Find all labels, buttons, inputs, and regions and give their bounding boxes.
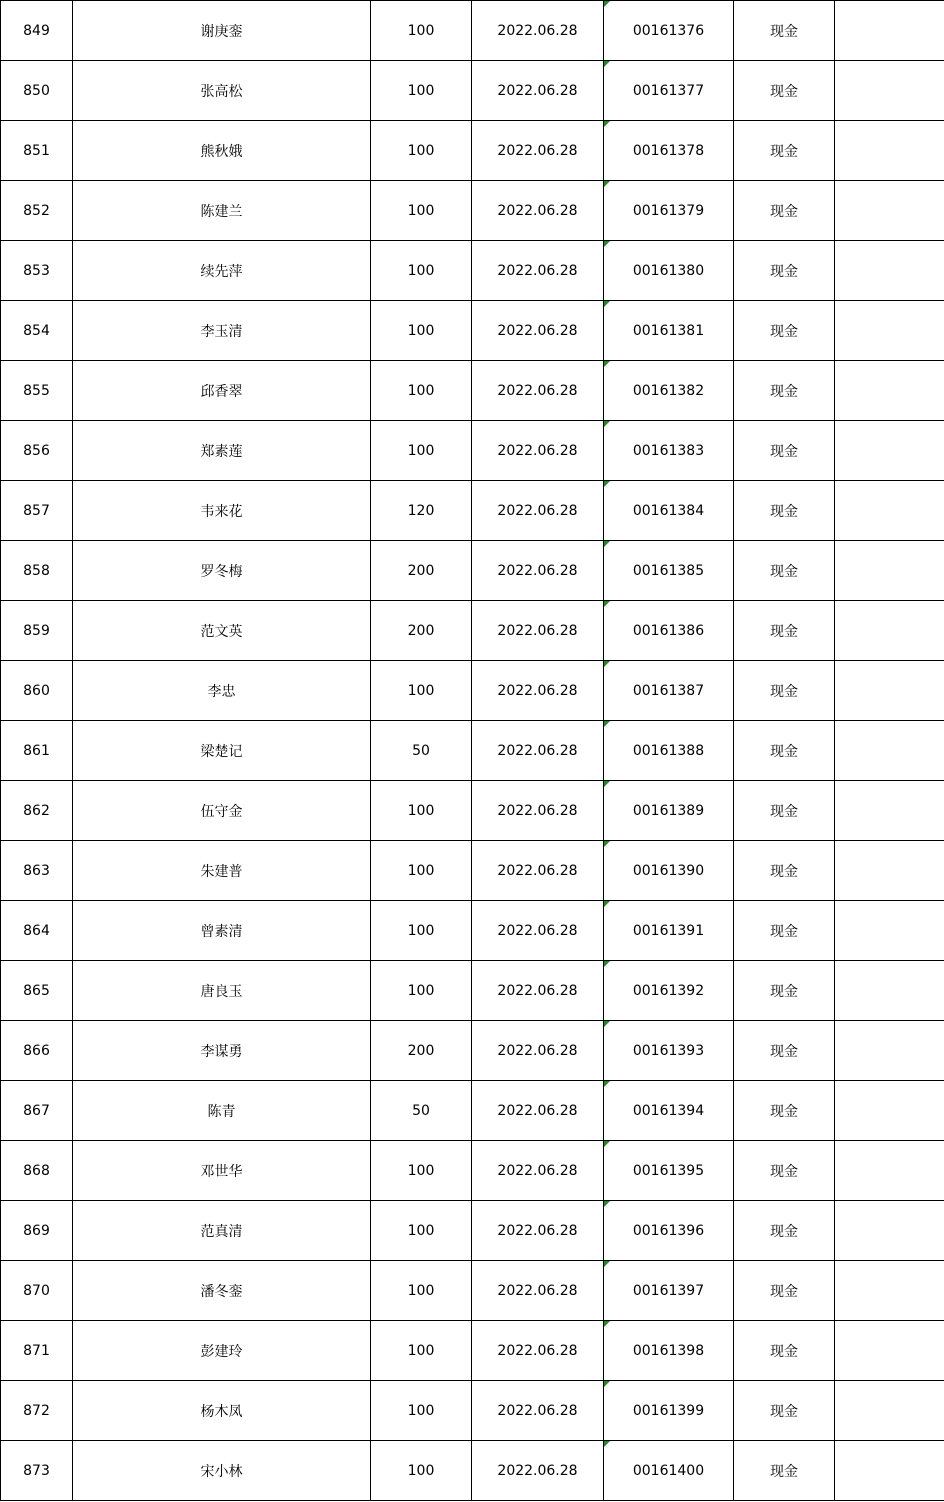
name-cell: 熊秋娥 [73, 121, 371, 181]
receipt-number-cell: 00161396 [604, 1201, 734, 1261]
note-cell [835, 1141, 944, 1201]
table-row [1, 601, 944, 661]
row-number-cell: 863 [1, 841, 73, 901]
receipt-number-cell: 00161395 [604, 1141, 734, 1201]
table-row [1, 901, 944, 961]
receipt-number-cell: 00161394 [604, 1081, 734, 1141]
table-row [1, 181, 944, 241]
note-cell [835, 1021, 944, 1081]
payment-method-cell: 现金 [734, 961, 835, 1021]
payment-method-cell: 现金 [734, 481, 835, 541]
date-cell: 2022.06.28 [472, 61, 604, 121]
table-row [1, 1441, 944, 1501]
name-cell: 伍守金 [73, 781, 371, 841]
note-cell [835, 121, 944, 181]
row-number-cell: 851 [1, 121, 73, 181]
row-number-cell: 858 [1, 541, 73, 601]
payment-method-cell: 现金 [734, 1021, 835, 1081]
table-row [1, 121, 944, 181]
date-cell: 2022.06.28 [472, 361, 604, 421]
payment-method-cell: 现金 [734, 1081, 835, 1141]
receipt-number-cell: 00161388 [604, 721, 734, 781]
row-number-cell: 857 [1, 481, 73, 541]
table-row [1, 1261, 944, 1321]
receipt-number-cell: 00161378 [604, 121, 734, 181]
date-cell: 2022.06.28 [472, 1441, 604, 1501]
payment-method-cell: 现金 [734, 241, 835, 301]
table-row [1, 1081, 944, 1141]
date-cell: 2022.06.28 [472, 1261, 604, 1321]
receipt-number-cell: 00161389 [604, 781, 734, 841]
receipt-number-cell: 00161384 [604, 481, 734, 541]
date-cell: 2022.06.28 [472, 1141, 604, 1201]
date-cell: 2022.06.28 [472, 901, 604, 961]
amount-cell: 200 [371, 541, 472, 601]
table-row [1, 241, 944, 301]
amount-cell: 50 [371, 721, 472, 781]
note-cell [835, 1441, 944, 1501]
payment-method-cell: 现金 [734, 1, 835, 61]
row-number-cell: 862 [1, 781, 73, 841]
date-cell: 2022.06.28 [472, 1381, 604, 1441]
amount-cell: 100 [371, 961, 472, 1021]
payment-method-cell: 现金 [734, 661, 835, 721]
date-cell: 2022.06.28 [472, 481, 604, 541]
receipt-number-cell: 00161379 [604, 181, 734, 241]
date-cell: 2022.06.28 [472, 1321, 604, 1381]
note-cell [835, 901, 944, 961]
row-number-cell: 856 [1, 421, 73, 481]
date-cell: 2022.06.28 [472, 661, 604, 721]
amount-cell: 100 [371, 361, 472, 421]
note-cell [835, 601, 944, 661]
payment-method-cell: 现金 [734, 1261, 835, 1321]
amount-cell: 200 [371, 1021, 472, 1081]
row-number-cell: 853 [1, 241, 73, 301]
amount-cell: 200 [371, 601, 472, 661]
table-row [1, 481, 944, 541]
table-body [1, 1, 944, 1501]
payment-method-cell: 现金 [734, 901, 835, 961]
name-cell: 陈建兰 [73, 181, 371, 241]
name-cell: 曾素清 [73, 901, 371, 961]
note-cell [835, 1201, 944, 1261]
amount-cell: 100 [371, 1, 472, 61]
date-cell: 2022.06.28 [472, 781, 604, 841]
row-number-cell: 866 [1, 1021, 73, 1081]
payment-method-cell: 现金 [734, 301, 835, 361]
receipt-number-cell: 00161387 [604, 661, 734, 721]
table-row [1, 1201, 944, 1261]
row-number-cell: 855 [1, 361, 73, 421]
amount-cell: 100 [371, 1321, 472, 1381]
row-number-cell: 869 [1, 1201, 73, 1261]
name-cell: 郑素莲 [73, 421, 371, 481]
receipt-number-cell: 00161391 [604, 901, 734, 961]
note-cell [835, 361, 944, 421]
date-cell: 2022.06.28 [472, 421, 604, 481]
table-row [1, 961, 944, 1021]
table-row [1, 541, 944, 601]
name-cell: 陈青 [73, 1081, 371, 1141]
table-row [1, 1, 944, 61]
note-cell [835, 1321, 944, 1381]
payment-method-cell: 现金 [734, 721, 835, 781]
note-cell [835, 541, 944, 601]
row-number-cell: 867 [1, 1081, 73, 1141]
amount-cell: 100 [371, 781, 472, 841]
payment-method-cell: 现金 [734, 841, 835, 901]
row-number-cell: 865 [1, 961, 73, 1021]
receipt-number-cell: 00161385 [604, 541, 734, 601]
payment-method-cell: 现金 [734, 541, 835, 601]
row-number-cell: 873 [1, 1441, 73, 1501]
amount-cell: 100 [371, 1381, 472, 1441]
amount-cell: 100 [371, 241, 472, 301]
date-cell: 2022.06.28 [472, 601, 604, 661]
amount-cell: 100 [371, 181, 472, 241]
payment-method-cell: 现金 [734, 1441, 835, 1501]
receipt-number-cell: 00161381 [604, 301, 734, 361]
name-cell: 李忠 [73, 661, 371, 721]
row-number-cell: 859 [1, 601, 73, 661]
name-cell: 罗冬梅 [73, 541, 371, 601]
receipt-number-cell: 00161377 [604, 61, 734, 121]
note-cell [835, 181, 944, 241]
date-cell: 2022.06.28 [472, 961, 604, 1021]
note-cell [835, 481, 944, 541]
row-number-cell: 871 [1, 1321, 73, 1381]
note-cell [835, 781, 944, 841]
name-cell: 潘冬銮 [73, 1261, 371, 1321]
payment-method-cell: 现金 [734, 1201, 835, 1261]
table-row [1, 1321, 944, 1381]
receipt-number-cell: 00161398 [604, 1321, 734, 1381]
date-cell: 2022.06.28 [472, 541, 604, 601]
payment-method-cell: 现金 [734, 1381, 835, 1441]
payment-method-cell: 现金 [734, 1321, 835, 1381]
payment-method-cell: 现金 [734, 1141, 835, 1201]
amount-cell: 100 [371, 661, 472, 721]
payment-method-cell: 现金 [734, 361, 835, 421]
row-number-cell: 850 [1, 61, 73, 121]
amount-cell: 100 [371, 1201, 472, 1261]
receipt-number-cell: 00161397 [604, 1261, 734, 1321]
amount-cell: 120 [371, 481, 472, 541]
receipt-number-cell: 00161393 [604, 1021, 734, 1081]
receipt-number-cell: 00161399 [604, 1381, 734, 1441]
table-row [1, 781, 944, 841]
payment-method-cell: 现金 [734, 181, 835, 241]
name-cell: 续先萍 [73, 241, 371, 301]
note-cell [835, 61, 944, 121]
payment-method-cell: 现金 [734, 121, 835, 181]
note-cell [835, 1, 944, 61]
note-cell [835, 241, 944, 301]
date-cell: 2022.06.28 [472, 181, 604, 241]
note-cell [835, 961, 944, 1021]
amount-cell: 100 [371, 61, 472, 121]
row-number-cell: 860 [1, 661, 73, 721]
amount-cell: 100 [371, 1141, 472, 1201]
note-cell [835, 721, 944, 781]
row-number-cell: 852 [1, 181, 73, 241]
note-cell [835, 301, 944, 361]
receipt-number-cell: 00161392 [604, 961, 734, 1021]
row-number-cell: 849 [1, 1, 73, 61]
name-cell: 宋小林 [73, 1441, 371, 1501]
amount-cell: 100 [371, 421, 472, 481]
date-cell: 2022.06.28 [472, 301, 604, 361]
name-cell: 韦来花 [73, 481, 371, 541]
payment-method-cell: 现金 [734, 601, 835, 661]
row-number-cell: 864 [1, 901, 73, 961]
note-cell [835, 1381, 944, 1441]
receipt-number-cell: 00161382 [604, 361, 734, 421]
receipt-number-cell: 00161380 [604, 241, 734, 301]
name-cell: 唐良玉 [73, 961, 371, 1021]
table-row [1, 1381, 944, 1441]
date-cell: 2022.06.28 [472, 1081, 604, 1141]
row-number-cell: 870 [1, 1261, 73, 1321]
name-cell: 谢庚銮 [73, 1, 371, 61]
note-cell [835, 841, 944, 901]
table-row [1, 1141, 944, 1201]
table-row [1, 421, 944, 481]
name-cell: 范文英 [73, 601, 371, 661]
amount-cell: 100 [371, 841, 472, 901]
name-cell: 范真清 [73, 1201, 371, 1261]
receipt-number-cell: 00161383 [604, 421, 734, 481]
receipt-number-cell: 00161400 [604, 1441, 734, 1501]
date-cell: 2022.06.28 [472, 1021, 604, 1081]
table-row [1, 721, 944, 781]
name-cell: 邓世华 [73, 1141, 371, 1201]
row-number-cell: 854 [1, 301, 73, 361]
name-cell: 杨木凤 [73, 1381, 371, 1441]
amount-cell: 100 [371, 1441, 472, 1501]
amount-cell: 100 [371, 121, 472, 181]
table-row [1, 841, 944, 901]
note-cell [835, 661, 944, 721]
note-cell [835, 1081, 944, 1141]
table-row [1, 1021, 944, 1081]
date-cell: 2022.06.28 [472, 721, 604, 781]
name-cell: 李谋勇 [73, 1021, 371, 1081]
amount-cell: 50 [371, 1081, 472, 1141]
note-cell [835, 1261, 944, 1321]
date-cell: 2022.06.28 [472, 1201, 604, 1261]
table-row [1, 301, 944, 361]
amount-cell: 100 [371, 1261, 472, 1321]
amount-cell: 100 [371, 901, 472, 961]
name-cell: 朱建普 [73, 841, 371, 901]
name-cell: 张高松 [73, 61, 371, 121]
date-cell: 2022.06.28 [472, 841, 604, 901]
date-cell: 2022.06.28 [472, 1, 604, 61]
table-row [1, 61, 944, 121]
payment-method-cell: 现金 [734, 61, 835, 121]
date-cell: 2022.06.28 [472, 121, 604, 181]
receipt-number-cell: 00161386 [604, 601, 734, 661]
name-cell: 梁楚记 [73, 721, 371, 781]
name-cell: 李玉清 [73, 301, 371, 361]
row-number-cell: 861 [1, 721, 73, 781]
row-number-cell: 868 [1, 1141, 73, 1201]
payment-method-cell: 现金 [734, 781, 835, 841]
amount-cell: 100 [371, 301, 472, 361]
name-cell: 邱香翠 [73, 361, 371, 421]
row-number-cell: 872 [1, 1381, 73, 1441]
name-cell: 彭建玲 [73, 1321, 371, 1381]
payment-method-cell: 现金 [734, 421, 835, 481]
date-cell: 2022.06.28 [472, 241, 604, 301]
note-cell [835, 421, 944, 481]
table-row [1, 661, 944, 721]
receipt-number-cell: 00161390 [604, 841, 734, 901]
table-row [1, 361, 944, 421]
receipt-number-cell: 00161376 [604, 1, 734, 61]
